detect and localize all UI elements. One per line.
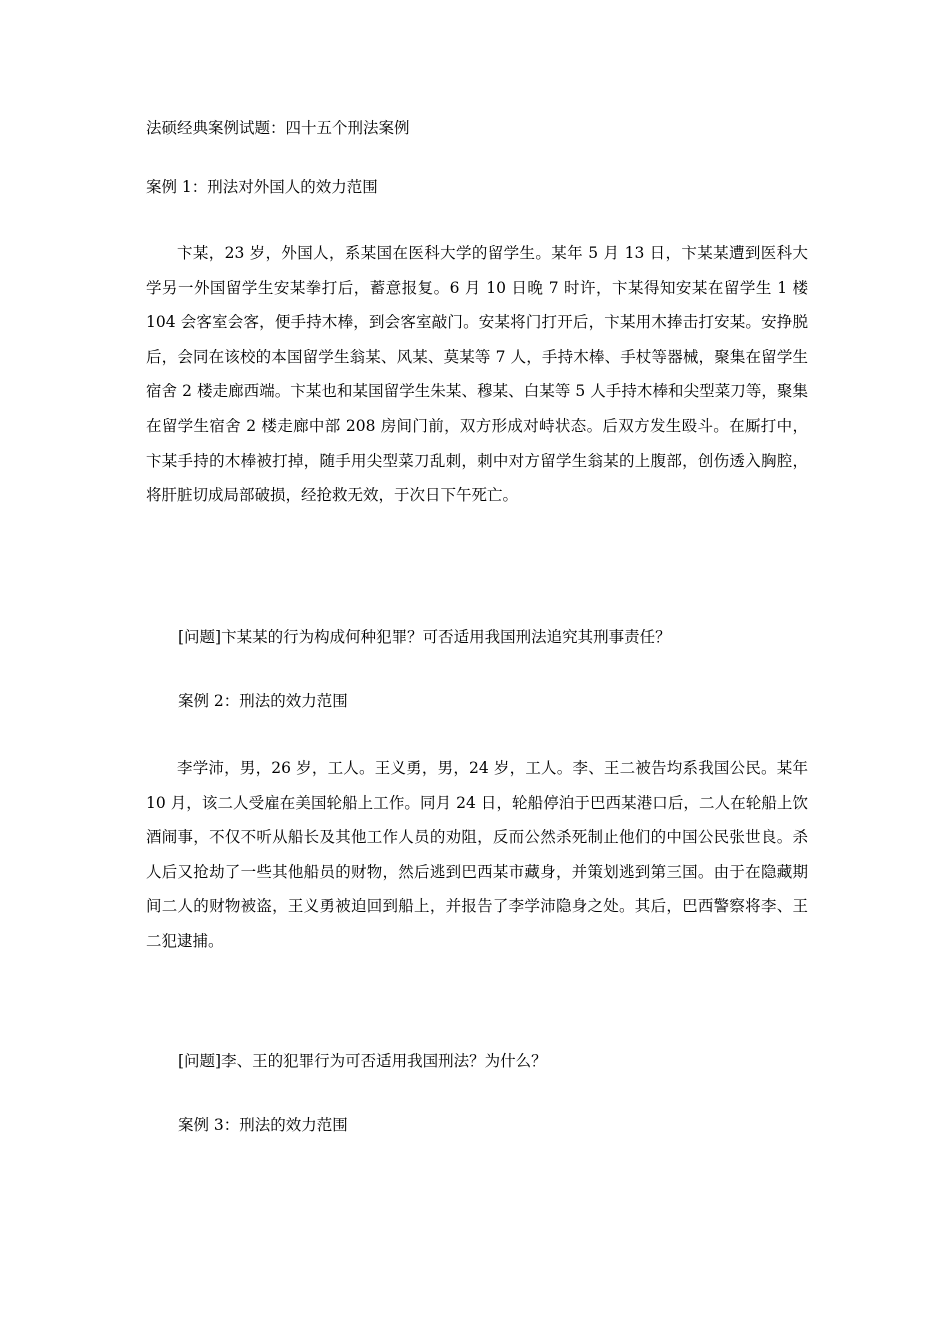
case-3-heading: 案例 3：刑法的效力范围 xyxy=(178,1116,348,1134)
document-title: 法硕经典案例试题：四十五个刑法案例 xyxy=(146,119,410,137)
case-1-question: [问题]卞某某的行为构成何种犯罪？可否适用我国刑法追究其刑事责任？ xyxy=(178,628,671,646)
case-1-heading: 案例 1：刑法对外国人的效力范围 xyxy=(146,178,378,196)
case-2-body: 李学沛，男，26 岁，工人。王义勇，男，24 岁，工人。李、王二被告均系我国公民。某年 10 月，该二人受雇在美国轮船上工作。同月 24 日，轮船停泊于巴西某港口后，二人在轮船上饮酒闹事，不仅不听从船长及其他工作人员的劝阻，反而公然杀死制止他们的中国公民张世良。杀人后又抢劫了一些其他船员的财物，然后逃到巴西某市藏身，并策划逃到第三国。由于在隐藏期间二人的财物被盗，王义勇被迫回到船上，并报告了李学沛隐身之处。其后，巴西警察将李、王二犯逮捕。 xyxy=(146,759,808,950)
case-2-question: [问题]李、王的犯罪行为可否适用我国刑法？为什么？ xyxy=(178,1052,547,1070)
case-2-heading: 案例 2：刑法的效力范围 xyxy=(178,692,348,710)
case-1-body: 卞某，23 岁，外国人，系某国在医科大学的留学生。某年 5 月 13 日，卞某某遭到医科大学另一外国留学生安某拳打后，蓄意报复。6 月 10 日晚 7 时许，卞某得知安某在留学生 1 楼 104 会客室会客，便手持木棒，到会客室敲门。安某将门打开后，卞某用木捧击打安某。安挣脱后，会同在该校的本国留学生翁某、风某、莫某等 7 人，手持木棒、手杖等器械，聚集在留学生宿舍 2 楼走廊西端。卞某也和某国留学生朱某、穆某、白某等 5 人手持木棒和尖型菜刀等，聚集在留学生宿舍 2 楼走廊中部 208 房间门前，双方形成对峙状态。后双方发生殴斗。在厮打中，卞某手持的木棒被打掉，随手用尖型菜刀乱刺，刺中对方留学生翁某的上腹部，创伤透入胸腔，将肝脏切成局部破损，经抢救无效，于次日下午死亡。 xyxy=(146,244,808,505)
